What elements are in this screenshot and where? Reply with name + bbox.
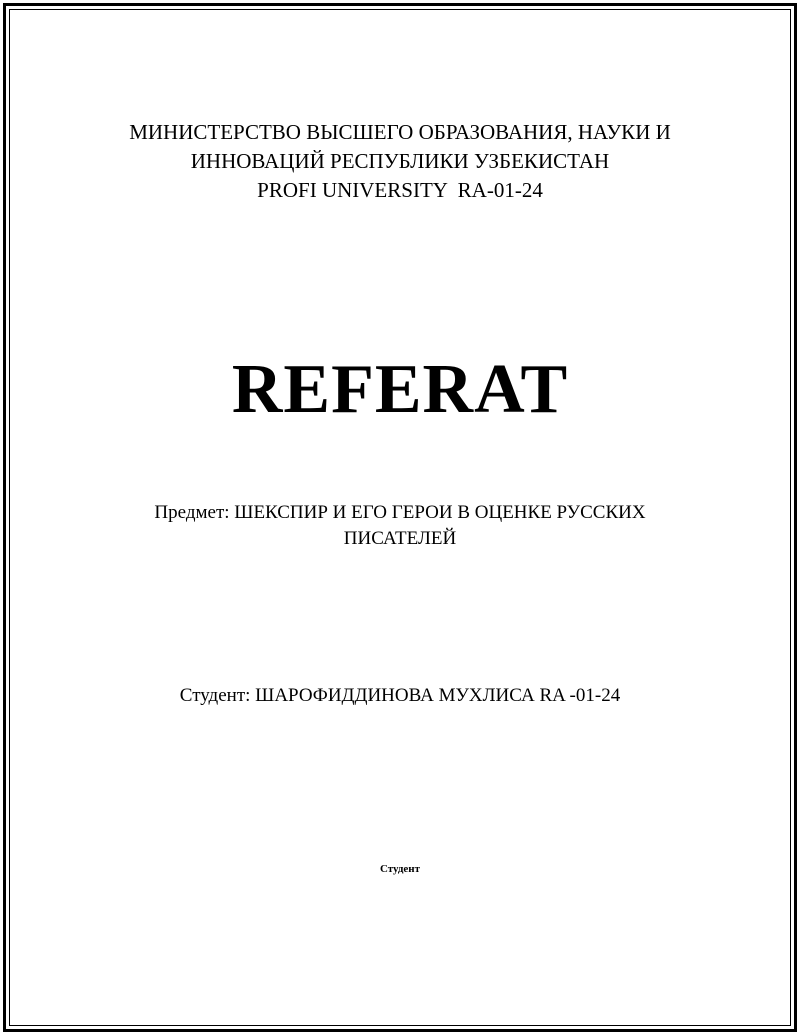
student-block (0, 683, 800, 709)
subject-text-line2: ПИСАТЕЛЕЙ (343, 528, 457, 549)
document-title: REFERAT (231, 351, 569, 428)
footer-student-label: Студент (379, 863, 421, 875)
header-line-university: PROFI UNIVERSITY RA-01-24 (257, 178, 543, 202)
student-label: Студент: (179, 685, 251, 706)
subject-text-line1: ШЕКСПИР И ЕГО ГЕРОИ В ОЦЕНКЕ РУССКИХ (234, 502, 646, 523)
subject-label: Предмет: (154, 502, 230, 523)
subject-block (150, 500, 650, 552)
header-line-country: ИННОВАЦИЙ РЕСПУБЛИКИ УЗБЕКИСТАН (190, 149, 610, 173)
student-name: ШАРОФИДДИНОВА МУХЛИСА RA -01-24 (255, 685, 621, 706)
institution-header (0, 118, 800, 205)
header-line-ministry: МИНИСТЕРСТВО ВЫСШЕГО ОБРАЗОВАНИЯ, НАУКИ И (129, 120, 671, 144)
